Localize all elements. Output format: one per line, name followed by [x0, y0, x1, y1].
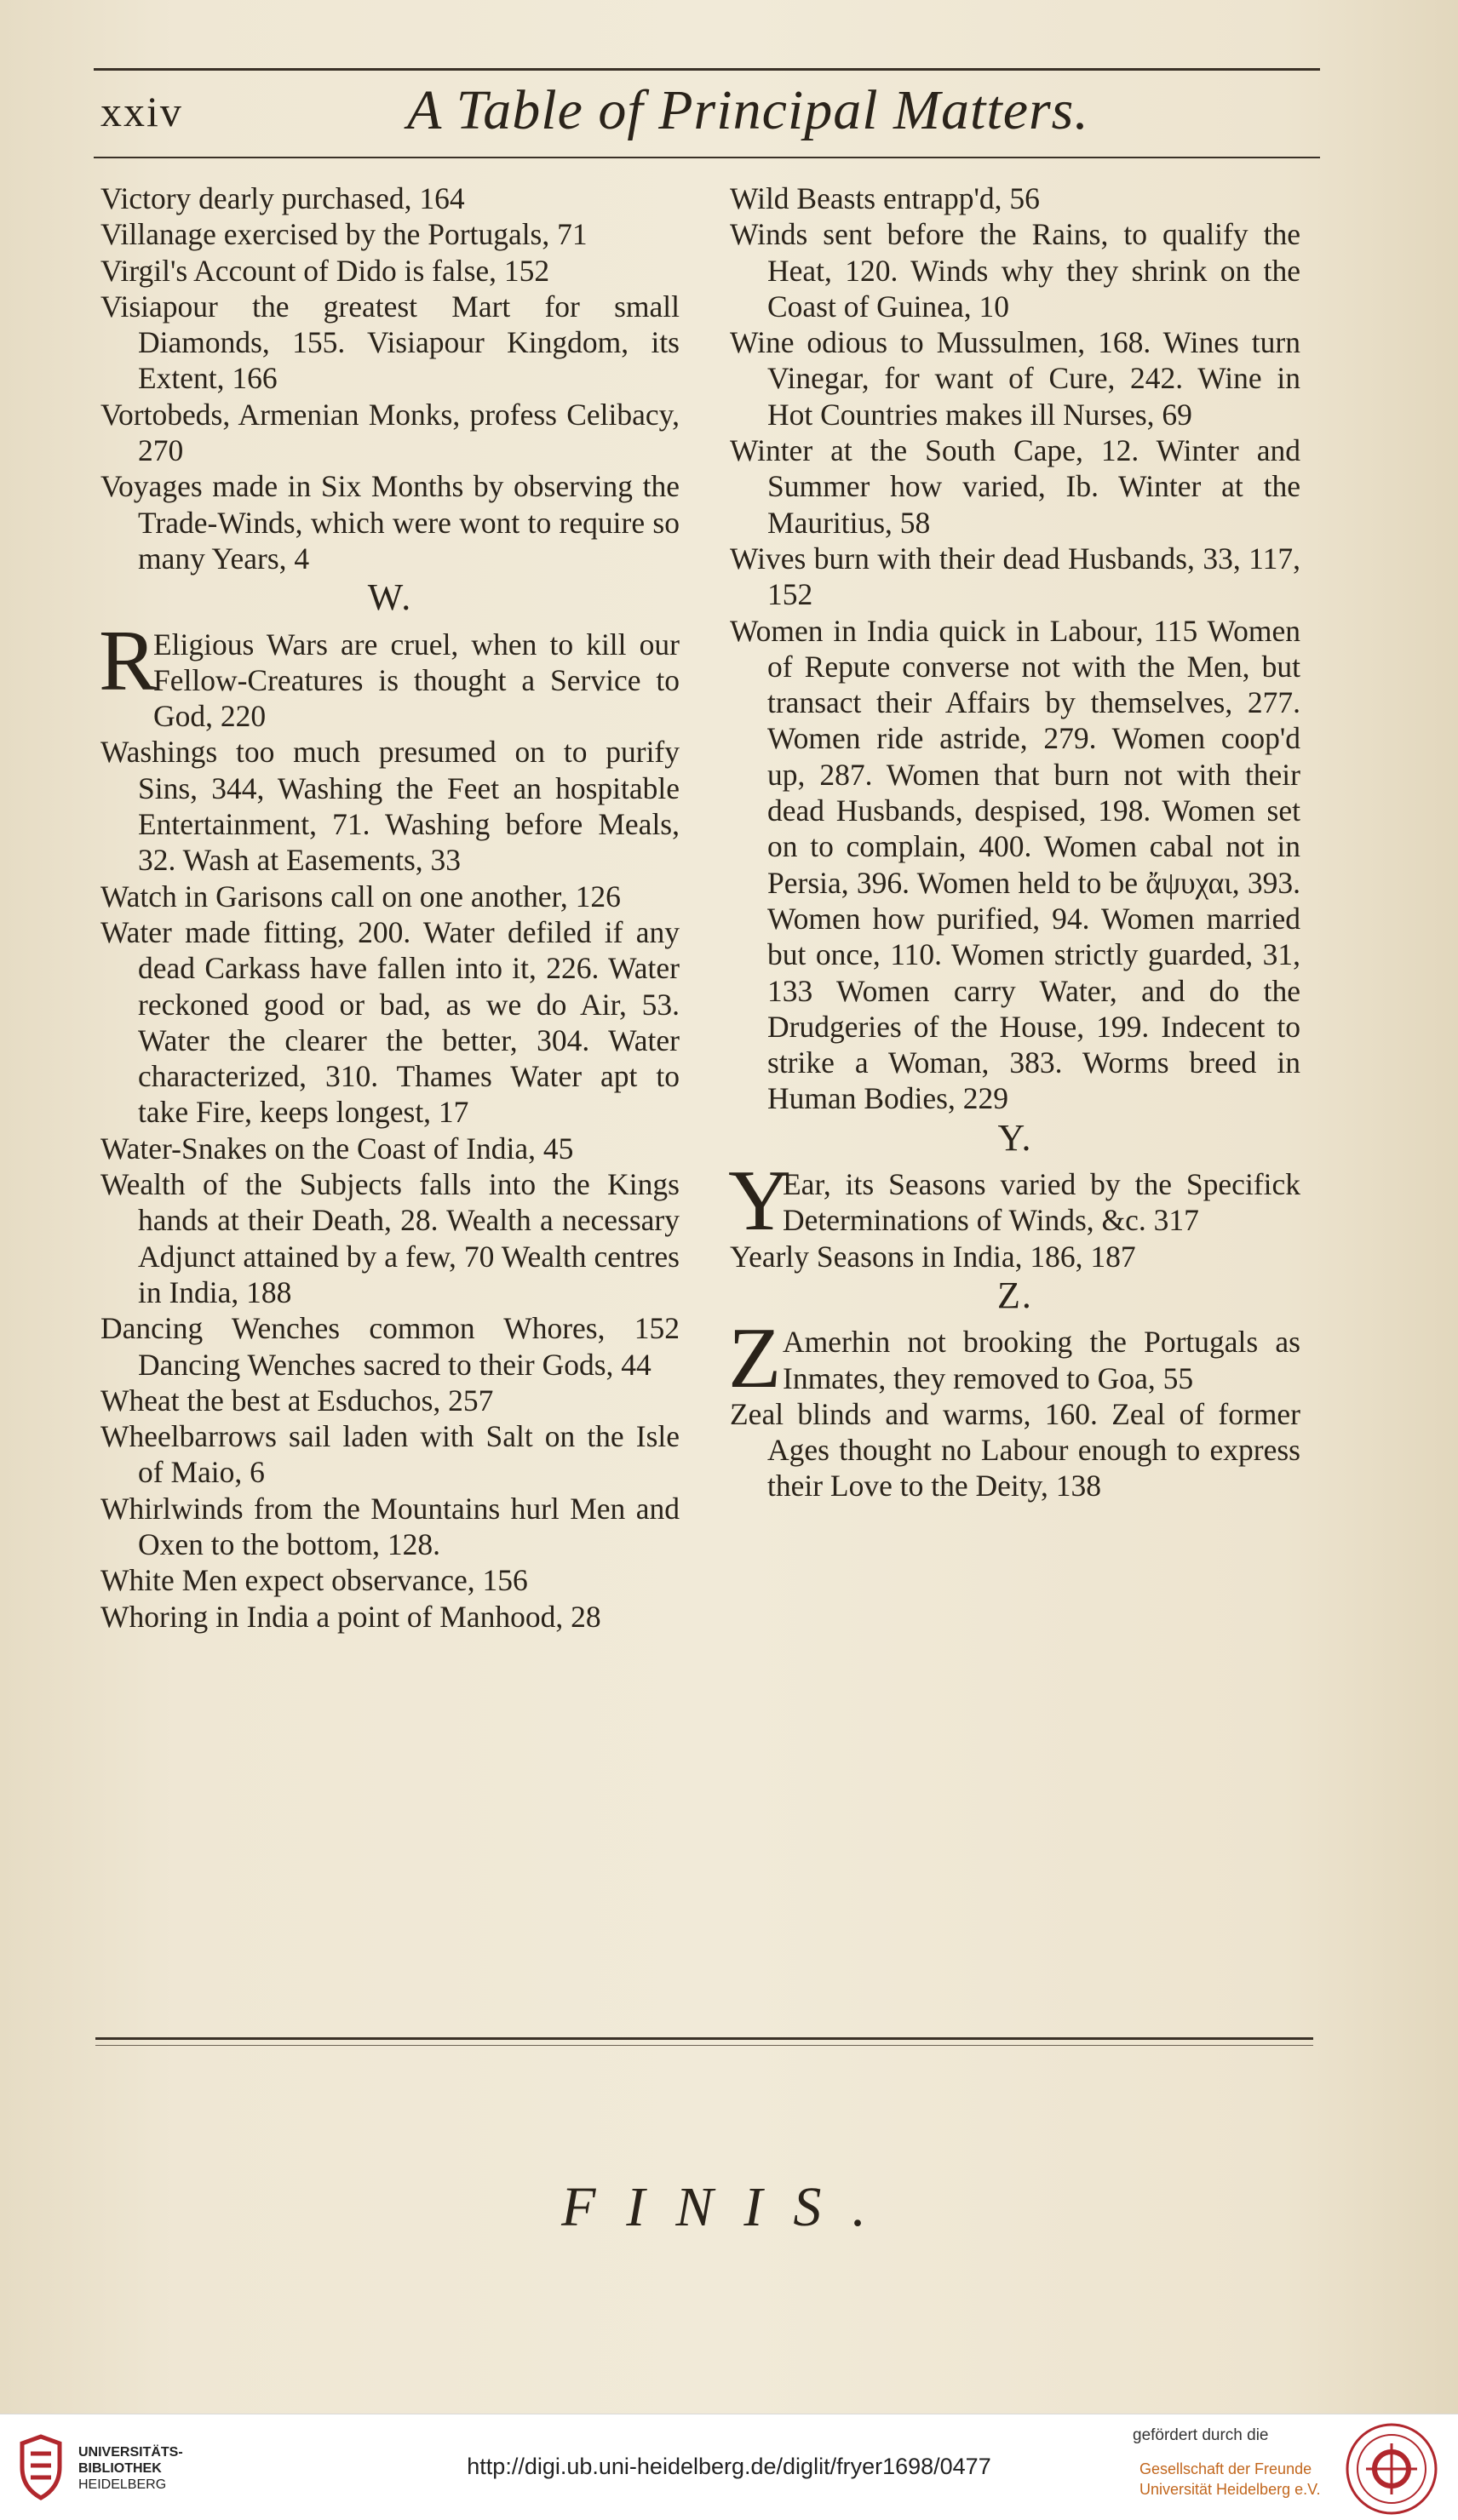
index-entry: White Men expect observance, 156 [100, 1563, 528, 1598]
index-entry: Victory dearly purchased, 164 [100, 181, 465, 215]
entry-text: Amerhin not brooking the Portugals as Inmates, they removed to Goa, 55 [783, 1325, 1300, 1395]
index-entry [728, 1153, 1300, 1250]
index-entry: Wild Beasts entrapp'd, 56 [730, 181, 1040, 215]
index-entry [728, 1310, 1300, 1407]
index-entry: Wives burn with their dead Husbands, 33, 117, 152 [730, 541, 1300, 612]
index-entry: Dancing Wenches common Whores, 152 Dancing Wenches sacred to their Gods, 44 [100, 1311, 680, 1382]
finis-text: FINIS. [561, 2176, 897, 2238]
page-number: xxiv [100, 88, 183, 135]
index-entry: Women in India quick in Labour, 115 Women of Repute converse not with the Men, but transact their Affairs by themselves, 277. Women ride astride, 279. Women coop'd up, 287. Women that burn not with their dead Husbands, despised, 198. Women set on to complain, 400. Women cabal not in Persia, 396. Women held to be ἄψυχαι, 393. Women how purified, 94. Women married but once, 110. Women strictly guarded, 31, 133 Women carry Water, and do the Drudgeries of the House, 199. Indecent to strike a Woman, 383. Worms breed in Human Bodies, 229 [730, 613, 1300, 1116]
index-entry: Visiapour the greatest Mart for small Diamonds, 155. Visiapour Kingdom, its Extent, 166 [100, 289, 680, 396]
index-entry: Watch in Garisons call on one another, 126 [100, 879, 621, 914]
index-entry: Washings too much presumed on to purify Sins, 344, Washing the Feet an hospitable Entertainment, 71. Washing before Meals, 32. Wash at Easements, 33 [100, 735, 680, 878]
bottom-rule [95, 2037, 1313, 2040]
section-heading: Z. [997, 1274, 1033, 1316]
section-heading: Y. [997, 1116, 1033, 1159]
drop-cap-initial: R [99, 612, 158, 709]
index-entry: Wheelbarrows sail laden with Salt on the Isle of Maio, 6 [100, 1419, 680, 1490]
index-entry: Villanage exercised by the Portugals, 71 [100, 217, 588, 252]
top-rule [94, 68, 1320, 71]
index-entry: Vortobeds, Armenian Monks, profess Celibacy, 270 [100, 397, 680, 468]
index-entry: Winter at the South Cape, 12. Winter and Summer how varied, Ib. Winter at the Mauritius, 58 [730, 433, 1300, 540]
running-title: A Table of Principal Matters. [407, 79, 1089, 141]
index-entry: Wine odious to Mussulmen, 168. Wines turn Vinegar, for want of Cure, 242. Wine in Hot Countries makes ill Nurses, 69 [730, 325, 1300, 432]
sponsor-label: gefördert durch die [1133, 2426, 1269, 2444]
entry-text: Eligious Wars are cruel, when to kill our Fellow-Creatures is thought a Service to God, 220 [153, 627, 680, 734]
index-column-left [100, 180, 680, 1635]
index-entry: Whirlwinds from the Mountains hurl Men and Oxen to the bottom, 128. [100, 1491, 680, 1561]
index-entry: Water-Snakes on the Coast of India, 45 [100, 1131, 574, 1166]
index-entry: Yearly Seasons in India, 186, 187 [730, 1239, 1136, 1274]
index-entry: Water made fitting, 200. Water defiled if any dead Carkass have fallen into it, 226. Water reckoned good or bad, as we do Air, 53. Water the clearer the better, 304. Water characterized, 310. Thames Water apt to take Fire, keeps longest, 17 [100, 914, 680, 1130]
index-entry: Winds sent before the Rains, to qualify the Heat, 120. Winds why they shrink on the Coast of Guinea, 10 [730, 217, 1300, 324]
index-entry: Zeal blinds and warms, 160. Zeal of former Ages thought no Labour enough to express their Love to the Deity, 138 [730, 1396, 1300, 1503]
bottom-rule-thin [95, 2045, 1313, 2046]
drop-cap-initial: Z [728, 1310, 782, 1407]
index-entry: Voyages made in Six Months by observing the Trade-Winds, which were wont to require so many Years, 4 [100, 469, 680, 576]
index-entry: Virgil's Account of Dido is false, 152 [100, 253, 550, 288]
digitization-footer [0, 2414, 1458, 2520]
page-header [100, 78, 1318, 146]
index-entry: Wealth of the Subjects falls into the Kings hands at their Death, 28. Wealth a necessary Adjunct attained by a few, 70 Wealth centres in India, 188 [100, 1167, 680, 1309]
index-entry: Wheat the best at Esduchos, 257 [100, 1383, 494, 1418]
section-heading: W. [367, 576, 413, 619]
index-column-right [730, 180, 1300, 1504]
sponsor-name: Gesellschaft der Freunde Universität Heidelberg e.V. [1139, 2460, 1321, 2498]
university-seal-icon [1344, 2421, 1439, 2517]
header-rule [94, 157, 1320, 158]
index-entry: Whoring in India a point of Manhood, 28 [100, 1599, 601, 1634]
entry-text: Ear, its Seasons varied by the Specifick Determinations of Winds, &c. 317 [783, 1167, 1300, 1238]
source-url-link[interactable]: http://digi.ub.uni-heidelberg.de/diglit/fryer1698/0477 [467, 2454, 991, 2479]
library-name: UNIVERSITÄTS- BIBLIOTHEK HEIDELBERG [78, 2445, 183, 2492]
index-entry [99, 612, 680, 735]
drop-cap-initial: Y [728, 1153, 791, 1250]
